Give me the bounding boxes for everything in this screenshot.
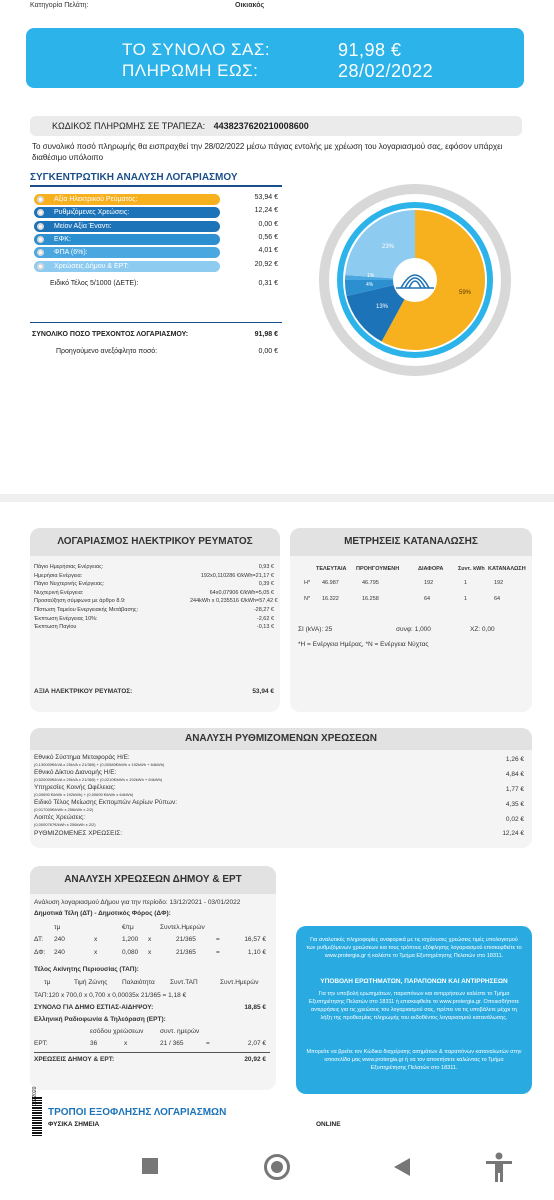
ert-cell: x	[124, 1040, 128, 1047]
meters-row-type: Η*	[304, 580, 311, 586]
fee-cell: 1,10 €	[247, 949, 266, 956]
summary-item-label: ΦΠΑ (6%):	[54, 249, 88, 257]
electric-row-label: Πίστωση Ταμείου Ενεργειακής Μετάβασης:	[34, 607, 139, 613]
regulated-row-label: Λοιπές Χρεώσεις:	[34, 814, 86, 821]
tap-header-cell: Παλαιότητα	[122, 979, 155, 986]
regulated-row-value: 1,26 €	[505, 756, 524, 763]
current-total-value: 91,98 €	[254, 331, 278, 338]
meters-xz: ΧΖ: 0,00	[470, 626, 495, 633]
fee-cell: ΔΦ:	[34, 949, 46, 956]
summary-item-label: Αξία Ηλεκτρικού Ρεύματος:	[54, 196, 138, 203]
summary-item-label: Χρεώσεις Δήμου & ΕΡΤ:	[54, 262, 129, 270]
fee-cell: x	[94, 936, 98, 943]
slice-label-vat: 4%	[366, 282, 374, 288]
total-banner	[26, 28, 524, 88]
meters-card-title: ΜΕΤΡΗΣΕΙΣ ΚΑΤΑΝΑΛΩΣΗΣ	[290, 528, 532, 556]
ert-cell: 36	[90, 1040, 98, 1047]
fees-header-sqm: τμ	[54, 924, 61, 931]
meters-card	[290, 528, 532, 712]
summary-divider	[30, 322, 282, 323]
customer-category-label: Κατηγορία Πελάτη:	[30, 2, 89, 9]
radio-dot-icon	[37, 263, 44, 270]
electric-row-formula: 192x0,110286 €/kWh=21,17 €	[200, 572, 274, 579]
regulated-row-label: Εθνικό Δίκτυο Διανομής Η/Ε:	[34, 769, 117, 776]
slice-label-efk: 1%	[367, 273, 375, 279]
due-label: ΠΛΗΡΩΜΗ ΕΩΣ:	[122, 61, 259, 80]
summary-item-value: 20,92 €	[254, 260, 278, 268]
municipal-total-value: 20,92 €	[244, 1056, 266, 1063]
ert-cell: ΕΡΤ:	[34, 1040, 48, 1047]
regulated-row-value: 1,77 €	[505, 786, 524, 793]
payment-methods-title: ΤΡΟΠΟΙ ΕΞΟΦΛΗΣΗΣ ΛΟΓΑΡΙΑΣΜΩΝ	[48, 1107, 227, 1118]
summary-item-value: 0,00 €	[258, 220, 278, 228]
fee-cell: 240	[54, 949, 65, 956]
meters-cell: 1	[464, 580, 468, 586]
electric-row-value: -28,27 €	[253, 607, 274, 613]
info-paragraph-2: Για την υποβολή ερωτημάτων, παραπόνων και αντιρρήσεων καλέστε το Τμήμα Εξυπηρέτησης Πελατών στο 18311 ή επισκεφθείτε το www.protergia.gr. Οποιεσδήποτε αντιρρήσεις για τις χρεώσεις του λογαριασμού σας, πρέπει να τις υποβάλετε μέχρι τη λήξη της προθεσμίας πληρωμής του εκδοθέντος λογαριασμού κατανάλωσης.	[308, 991, 520, 1021]
meters-cell: 46.795	[362, 580, 379, 586]
info-title: ΥΠΟΒΟΛΗ ΕΡΩΤΗΜΑΤΩΝ, ΠΑΡΑΠΟΝΩΝ ΚΑΙ ΑΝΤΙΡΡΗΣΕΩΝ	[320, 978, 508, 985]
due-value: 28/02/2022	[338, 61, 434, 81]
meters-cell: 64	[424, 596, 431, 602]
electric-row-label: Έκπτωση Παγίου	[34, 624, 77, 631]
fee-cell: 1,200	[122, 936, 139, 943]
electric-row-value: -2,62 €	[256, 615, 274, 622]
electric-row-value: 0,93 €	[258, 564, 274, 570]
meters-cos: συνφ: 1,000	[396, 626, 431, 633]
charges-donut-chart	[314, 184, 524, 384]
previous-unpaid-label: Προηγούμενο ανεξόφλητο ποσό:	[56, 348, 158, 355]
summary-item	[34, 207, 220, 218]
donut-center	[393, 258, 437, 302]
tap-title: Τέλος Ακίνητης Περιουσίας (ΤΑΠ):	[34, 966, 139, 973]
meters-si: ΣΙ (kVA): 25	[298, 626, 333, 633]
payment-online: ONLINE	[316, 1121, 341, 1128]
meters-header-cell: Συντ. kWh	[458, 566, 485, 572]
summary-item-label: Ρυθμιζόμενες Χρεώσεις:	[54, 209, 130, 217]
summary-item-value: 12,24 €	[254, 207, 278, 215]
radio-dot-icon	[37, 236, 44, 243]
meters-legend: *Η = Ενέργεια Ημέρας, *Ν = Ενέργεια Νύχτας	[298, 641, 429, 648]
fee-cell: ΔΤ:	[34, 936, 44, 943]
electric-total-label: ΑΞΙΑ ΗΛΕΚΤΡΙΚΟΥ ΡΕΥΜΑΤΟΣ:	[34, 688, 133, 695]
summary-item-value: 4,01 €	[258, 247, 278, 255]
fees-header-rate: €/τμ	[122, 924, 134, 931]
total-value: 91,98 €	[338, 40, 402, 60]
summary-item-label: ΕΦΚ:	[54, 235, 71, 243]
meters-cell: 46.987	[322, 580, 339, 586]
summary-underline	[30, 185, 282, 187]
ert-cell: 21 / 365	[160, 1040, 184, 1047]
special-fee-label: Ειδικό Τέλος 5/1000 (ΔΕΤΕ):	[50, 280, 139, 287]
regulated-row-formula: (0,00690 €/kWh x 192kWh) + (0,00690 €/kWh x 64kWh)	[34, 792, 134, 797]
meters-cell: 64	[494, 596, 501, 602]
electric-row-label: Νυχτερινή Ενέργεια:	[34, 589, 84, 596]
radio-dot-icon	[37, 249, 44, 256]
summary-item-value: 0,56 €	[258, 233, 278, 241]
ert-title: Ελληνική Ραδιοφωνία & Τηλεόραση (ΕΡΤ):	[34, 1016, 166, 1023]
summary-item	[34, 247, 220, 258]
meters-header-cell: ΚΑΤΑΝΑΛΩΣΗ	[488, 566, 526, 572]
regulated-row-formula: (0,0000767€/kWh x 256kWh x 2/2)	[34, 822, 96, 827]
municipality-total-label: ΣΥΝΟΛΟ ΓΙΑ ΔΗΜΟ ΕΣΤΙΑΣ-ΑΙΔΗΨΟΥ:	[34, 1004, 154, 1011]
section-divider	[0, 494, 554, 502]
meters-header-cell: ΤΕΛΕΥΤΑΙΑ	[316, 566, 347, 572]
previous-unpaid-value: 0,00 €	[258, 348, 278, 355]
regulated-total-value: 12,24 €	[502, 830, 524, 837]
ert-header-income: εσόδου χρεώσεων	[90, 1028, 144, 1035]
municipal-card-title: ΑΝΑΛΥΣΗ ΧΡΕΩΣΕΩΝ ΔΗΜΟΥ & ΕΡΤ	[30, 866, 276, 894]
recent-apps-icon[interactable]	[142, 1158, 158, 1174]
regulated-row-value: 0,02 €	[505, 816, 524, 823]
regulated-card	[30, 728, 532, 848]
electric-row-label: Πάγιο Ημερήσιας Ενέργειας:	[34, 564, 104, 570]
total-label: ΤΟ ΣΥΝΟΛΟ ΣΑΣ:	[122, 40, 271, 59]
payment-code-label: ΚΩΔΙΚΟΣ ΠΛΗΡΩΜΗΣ ΣΕ ΤΡΑΠΕΖΑ:	[52, 121, 206, 131]
regulated-row-value: 4,84 €	[505, 771, 524, 778]
summary-item	[34, 221, 220, 232]
electric-row-formula: 64x0,07906 €/kWh=5,05 €	[209, 589, 274, 596]
fee-cell: x	[94, 949, 98, 956]
electric-row-label: Έκπτωση Ενέργειας 10%:	[34, 615, 98, 622]
radio-dot-icon	[37, 209, 44, 216]
back-icon[interactable]	[392, 1156, 412, 1178]
special-fee-value: 0,31 €	[258, 280, 278, 287]
info-paragraph-3: Μπορείτε να βρείτε τον Κώδικα διαχείρισης αιτημάτων & παραπόνων καταναλωτών στην ιστοσελίδα μας www.protergia.gr ή να τον αποκτήσετε καλώντας το Τμήμα Εξυπηρέτησης Πελατών στο 18311.	[306, 1049, 522, 1071]
fees-header-days: Συντελ.Ημερών	[160, 924, 205, 931]
regulated-card-title: ΑΝΑΛΥΣΗ ΡΥΘΜΙΖΟΜΕΝΩΝ ΧΡΕΩΣΕΩΝ	[30, 728, 532, 750]
ert-header-days: συντ. ημερών	[160, 1028, 200, 1035]
municipal-total-label: ΧΡΕΩΣΕΙΣ ΔΗΜΟΥ & ΕΡΤ:	[34, 1056, 115, 1063]
tap-header-cell: τμ	[44, 979, 51, 986]
meters-cell: 192	[494, 580, 504, 586]
electric-row-formula: 244kWh x 0,235516 €/kWh=57,42 €	[190, 598, 278, 605]
meters-cell: 192	[424, 580, 434, 586]
meters-cell: 16.258	[362, 596, 379, 602]
regulated-row-formula: (0,017000€/kWh x 256kWh x 2/2)	[34, 807, 94, 812]
regulated-row-value: 4,35 €	[505, 801, 524, 808]
electric-total-value: 53,94 €	[252, 688, 274, 695]
fee-cell: 21/365	[176, 936, 196, 943]
info-paragraph-1: Για αναλυτικές πληροφορίες αναφορικά με τις ισχύουσες χρεώσεις τιμές υπολογισμού των ρυθμιζόμενων χρεώσεων και τους τρόπους εξόφλησης λογαριασμού επισκεφθείτε το www.protergia.gr ή καλέστε το Τμήμα Εξυπηρέτησης Πελατών στο 18311.	[306, 937, 522, 959]
tap-header-cell: Συντ.Ημερών	[220, 979, 259, 986]
accessibility-icon[interactable]	[484, 1152, 514, 1184]
meters-cell: 1	[464, 596, 468, 602]
fee-cell: 0,080	[122, 949, 139, 956]
fee-cell: =	[216, 936, 220, 943]
summary-title: ΣΥΓΚΕΝΤΡΩΤΙΚΗ ΑΝΑΛΥΣΗ ΛΟΓΑΡΙΑΣΜΟΥ	[30, 172, 238, 183]
payment-code-value: 4438237620210008600	[213, 121, 309, 131]
summary-item	[34, 234, 220, 245]
regulated-total-label: ΡΥΘΜΙΖΟΜΕΝΕΣ ΧΡΕΩΣΕΙΣ:	[34, 830, 123, 837]
summary-item-value: 53,94 €	[254, 194, 278, 201]
electric-row-label: Πάγιο Νυχτερινής Ενέργειας:	[34, 581, 105, 588]
regulated-row-label: Υπηρεσίες Κοινής Ωφέλειας:	[34, 784, 116, 791]
radio-dot-icon	[37, 223, 44, 230]
electric-row-value: -0,13 €	[256, 624, 274, 631]
summary-item	[34, 194, 220, 205]
ert-cell: 2,07 €	[247, 1040, 266, 1047]
fees-title: Δημοτικά Τέλη (ΔΤ) - Δημοτικός Φόρος (ΔΦ):	[34, 910, 171, 917]
fee-cell: x	[148, 949, 152, 956]
meters-cell: 16.322	[322, 596, 339, 602]
municipal-divider	[34, 1052, 270, 1053]
slice-label-regulated: 13%	[376, 304, 389, 310]
slice-label-energy: 59%	[459, 290, 472, 296]
electric-card-title: ΛΟΓΑΡΙΑΣΜΟΣ ΗΛΕΚΤΡΙΚΟΥ ΡΕΥΜΑΤΟΣ	[30, 528, 280, 556]
fee-cell: 16,57 €	[244, 936, 266, 943]
electric-row-value: 0,39 €	[258, 581, 274, 588]
payment-note: Το συνολικό ποσό πληρωμής θα εισπραχθεί την 28/02/2022 μέσω πάγιας εντολής με χρέωση του λογαριασμού σας, εφόσον υπάρχει διαθέσιμο υπόλοιπο	[32, 142, 503, 162]
fee-cell: =	[216, 949, 220, 956]
current-total-label: ΣΥΝΟΛΙΚΟ ΠΟΣΟ ΤΡΕΧΟΝΤΟΣ ΛΟΓΑΡΙΑΣΜΟΥ:	[32, 331, 189, 338]
radio-dot-icon	[37, 196, 44, 203]
summary-item	[34, 261, 220, 272]
electric-card	[30, 528, 280, 712]
barcode-text: 0022020	[32, 1086, 38, 1106]
municipal-period: Ανάλυση λογαριασμού Δήμου για την περίοδο: 13/12/2021 - 03/01/2022	[34, 899, 241, 906]
slice-label-municipal: 23%	[382, 244, 395, 250]
payment-physical: ΦΥΣΙΚΑ ΣΗΜΕΙΑ	[48, 1121, 100, 1128]
tap-row: ΤΑΠ:120 x 700,0 x 0,700 x 0,00035x 21/365 = 1,18 €	[34, 992, 187, 999]
info-box	[296, 926, 532, 1094]
meters-row-type: Ν*	[304, 596, 311, 602]
summary-item-label: Μείον Αξία Έναντι:	[54, 222, 112, 230]
home-icon[interactable]	[264, 1154, 290, 1180]
customer-category-value: Οικιακός	[235, 2, 265, 9]
payment-code-bar	[30, 116, 522, 136]
regulated-row-label: Ειδικό Τέλος Μείωσης Εκπομπών Αερίων Ρύπων:	[34, 799, 177, 806]
system-nav-bar	[0, 1138, 554, 1200]
regulated-row-label: Εθνικό Σύστημα Μεταφοράς Η/Ε:	[34, 754, 130, 761]
fee-cell: x	[148, 936, 152, 943]
fee-cell: 240	[54, 936, 65, 943]
electric-row-label: Προσαύξηση σύμφωνα με άρθρο 8.9:	[34, 598, 126, 605]
ert-cell: =	[206, 1040, 210, 1047]
regulated-row-formula: (0,520000€/kVA x 25kVA x 21/365) + (0,0210€/kWh x 192kWh + 64kWh)	[34, 777, 163, 782]
meters-header-cell: ΔΙΑΦΟΡΑ	[418, 566, 444, 572]
municipality-total-value: 18,85 €	[244, 1004, 266, 1011]
tap-header-cell: Συντ.ΤΑΠ	[170, 979, 198, 986]
meters-header-cell: ΠΡΟΗΓΟΥΜΕΝΗ	[356, 566, 400, 572]
electric-row-label: Ημερήσια Ενέργεια:	[34, 572, 83, 579]
municipal-card	[30, 866, 276, 1090]
regulated-row-formula: (0,130000€/kVA x 25kVA x 21/365) + (0,00580€/kWh x 192kWh + 64kWh)	[34, 762, 165, 767]
tap-header-cell: Τιμή Ζώνης	[74, 979, 108, 986]
fee-cell: 21/365	[176, 949, 196, 956]
